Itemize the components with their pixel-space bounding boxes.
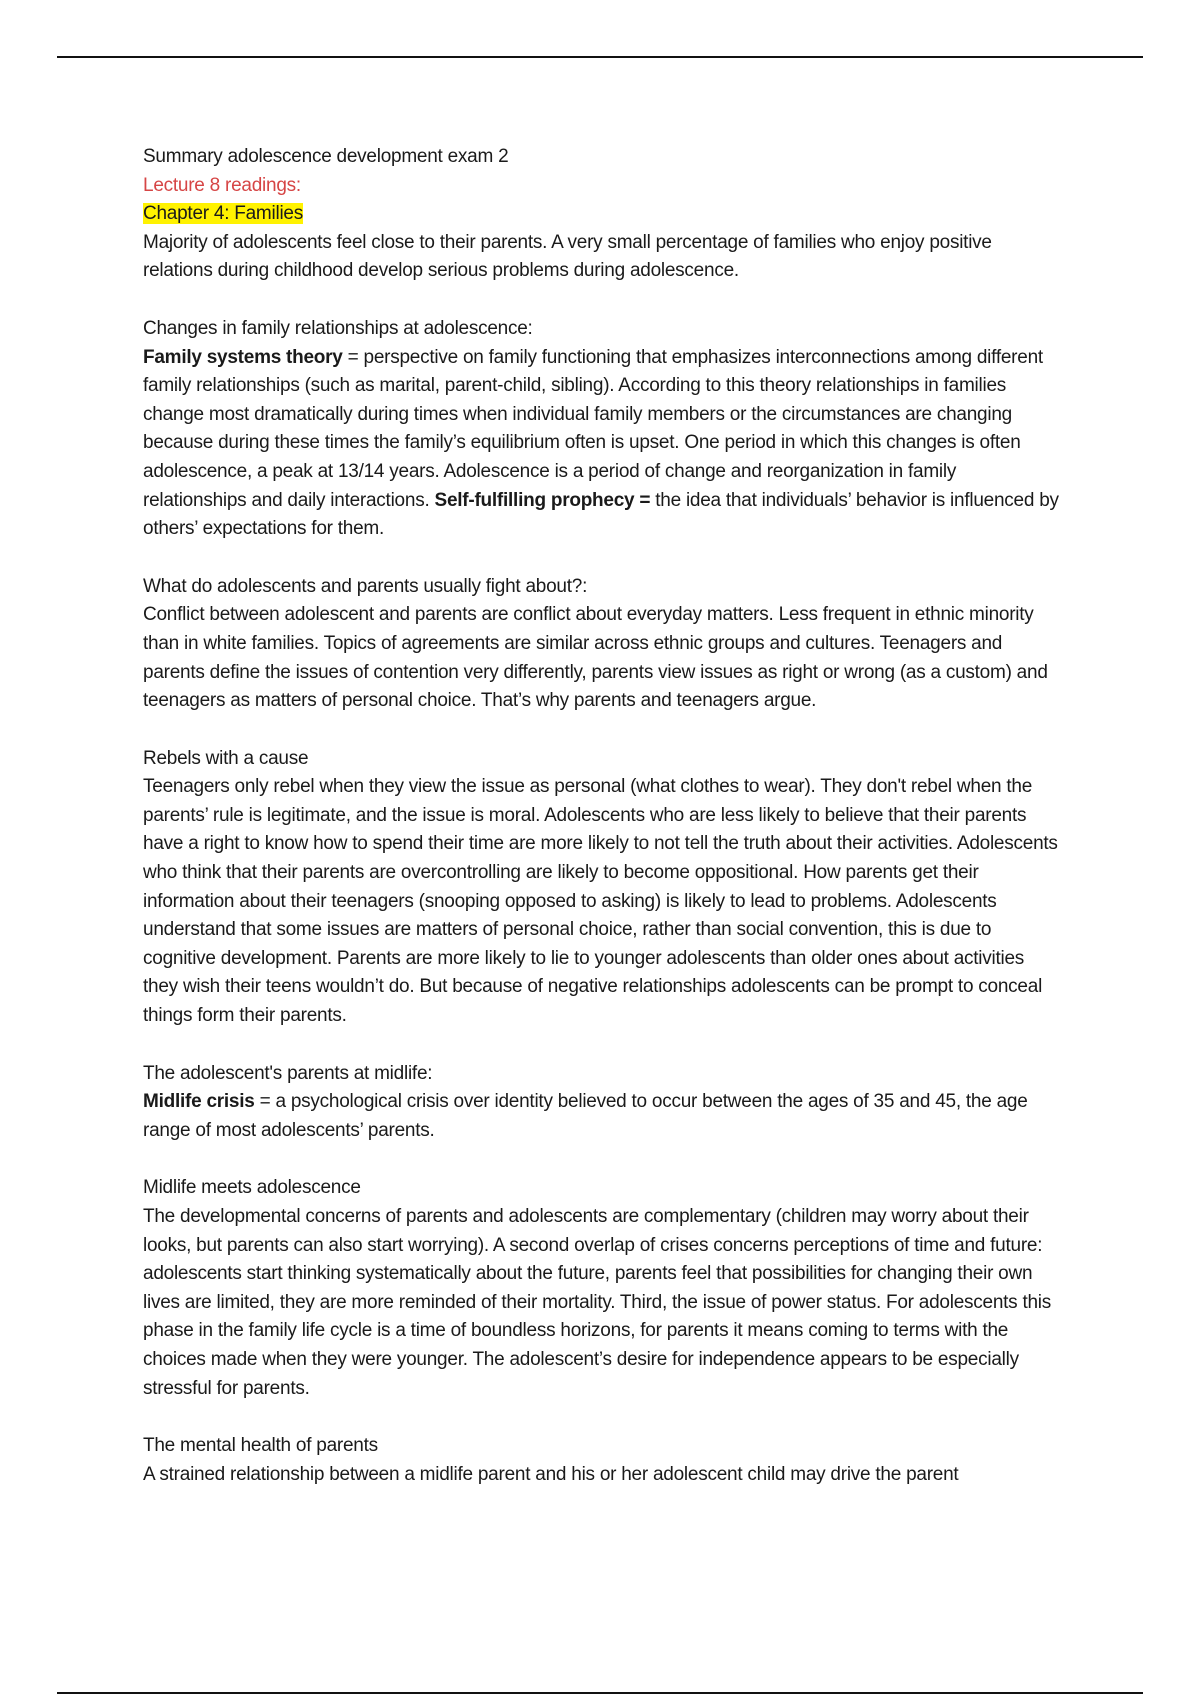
- section-body-midlife-meets: The developmental concerns of parents and adolescents are complementary (children may worry about their looks, but parents can also start worrying). A second overlap of crises concerns perceptions of time and future: adolescents start thinking systematically about the future, parents feel that possibilities for changing their own lives are limited, they are more reminded of their mortality. Third, the issue of power status. For adolescents this phase in the family life cycle is a time of boundless horizons, for parents it means coming to terms with the choices made when they were younger. The adolescent’s desire for independence appears to be especially stressful for parents.: [143, 1206, 1052, 1399]
- intro-paragraph: Majority of adolescents feel close to their parents. A very small percentage of families who enjoy positive relations during childhood develop serious problems during adolescence.: [143, 231, 992, 282]
- paragraph-gap: [143, 716, 1063, 745]
- document-body: [143, 143, 1063, 1489]
- section-body-fights: Conflict between adolescent and parents are conflict about everyday matters. Less frequent in ethnic minority than in white families. Topics of agreements are similar across ethnic groups and cultures. Teenagers and parents define the issues of contention very differently, parents view issues as right or wrong (as a custom) and teenagers as matters of personal choice. That’s why parents and teenagers argue.: [143, 604, 1048, 712]
- paragraph-gap: [143, 286, 1063, 315]
- chapter-heading: [143, 200, 1063, 229]
- section-heading-changes: Changes in family relationships at adolescence:: [143, 317, 533, 339]
- definition-midlife-crisis: = a psychological crisis over identity believed to occur between the ages of 35 and 45, the age range of most adolescents’ parents.: [143, 1091, 1028, 1141]
- chapter-heading-highlight: Chapter 4: Families: [143, 203, 303, 225]
- section-heading-midlife-meets: Midlife meets adolescence: [143, 1177, 361, 1199]
- lecture-heading: Lecture 8 readings:: [143, 174, 301, 196]
- paragraph-gap: [143, 1145, 1063, 1174]
- section-heading-rebels: Rebels with a cause: [143, 747, 309, 769]
- section-heading-midlife: The adolescent's parents at midlife:: [143, 1062, 433, 1084]
- paragraph-gap: [143, 544, 1063, 573]
- definition-family-systems-theory: = perspective on family functioning that emphasizes interconnections among different family relationships (such as marital, parent-child, sibling). According to this theory relationships in families change most dramatically during times when individual family members or the circumstances are changing because during these times the family’s equilibrium often is upset. One period in which this changes is often adolescence, a peak at 13/14 years. Adolescence is a period of change and reorganization in family relationships and daily interactions.: [143, 346, 1043, 511]
- section-body-midlife: [143, 1088, 1063, 1145]
- section-heading-fights: What do adolescents and parents usually fight about?:: [143, 575, 588, 597]
- definition-self-fulfilling-prophecy: the idea that individuals’ behavior is influenced by others’ expectations for them.: [143, 489, 1059, 540]
- term-midlife-crisis: Midlife crisis: [143, 1091, 255, 1113]
- paragraph-gap: [143, 1403, 1063, 1432]
- section-heading-mental-health: The mental health of parents: [143, 1435, 378, 1457]
- footer-rule: [57, 1692, 1143, 1694]
- term-family-systems-theory: Family systems theory: [143, 346, 343, 368]
- term-self-fulfilling-prophecy: Self-fulfilling prophecy =: [434, 489, 651, 511]
- paragraph-gap: [143, 1031, 1063, 1060]
- document-title: Summary adolescence development exam 2: [143, 146, 509, 167]
- header-rule: [57, 56, 1143, 58]
- section-body-changes: [143, 344, 1063, 544]
- section-body-rebels: Teenagers only rebel when they view the issue as personal (what clothes to wear). They don't rebel when the parents’ rule is legitimate, and the issue is moral. Adolescents who are less likely to believe that their parents have a right to know how to spend their time are more likely to not tell the truth about their activities. Adolescents who think that their parents are overcontrolling are likely to become oppositional. How parents get their information about their teenagers (snooping opposed to asking) is likely to lead to problems. Adolescents understand that some issues are matters of personal choice, rather than social convention, this is due to cognitive development. Parents are more likely to lie to younger adolescents than older ones about activities they wish their teens wouldn’t do. But because of negative relationships adolescents can be prompt to conceal things form their parents.: [143, 776, 1058, 1027]
- section-body-mental-health: A strained relationship between a midlife parent and his or her adolescent child may drive the parent: [143, 1463, 959, 1485]
